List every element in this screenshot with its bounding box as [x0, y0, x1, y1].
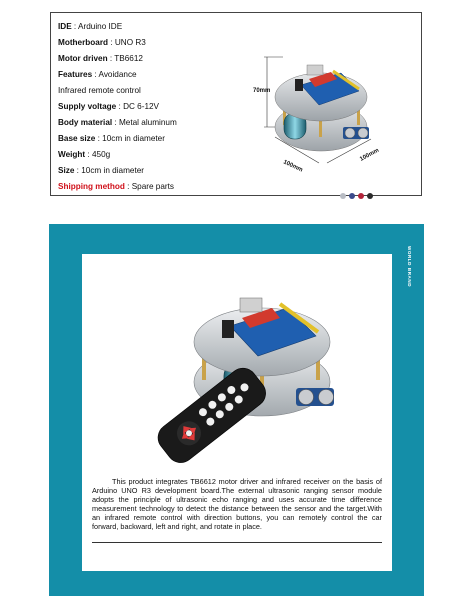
- spec-row-body-material: [58, 115, 233, 131]
- spec-key: Weight: [58, 150, 86, 159]
- depth-dimension-label: 100mm: [359, 147, 381, 163]
- spec-value: UNO R3: [114, 38, 146, 47]
- robot-car-with-remote-image: [102, 264, 372, 464]
- spec-sep: :: [71, 22, 79, 31]
- spec-key: Motor driven: [58, 54, 108, 63]
- height-dimension-label: 70mm: [253, 88, 271, 94]
- spec-key: Features: [58, 70, 93, 79]
- spec-row-supply-voltage: [58, 99, 233, 115]
- spec-value: 450g: [91, 150, 111, 159]
- spec-sep: :: [95, 134, 103, 143]
- spec-key: Supply voltage: [58, 102, 117, 111]
- spec-sep: :: [74, 166, 82, 175]
- spec-row-motherboard: [58, 35, 233, 51]
- spec-sep: :: [107, 54, 115, 63]
- width-dimension-label: 100mm: [282, 159, 304, 174]
- description-divider: [92, 542, 382, 543]
- spec-list: [58, 19, 233, 195]
- spec-sep: :: [112, 118, 119, 127]
- feature-card: [82, 254, 392, 571]
- feature-panel: [49, 224, 424, 596]
- spec-row-shipping: [58, 179, 233, 195]
- spec-row-features: [58, 67, 233, 83]
- color-dot-red[interactable]: [358, 193, 364, 199]
- spec-value: Infrared remote control: [58, 86, 141, 95]
- spec-key: IDE: [58, 22, 72, 31]
- spec-sep: :: [108, 38, 115, 47]
- spec-value: Avoidance: [98, 70, 137, 79]
- spec-value: 10cm in diameter: [102, 134, 165, 143]
- spec-key: Base size: [58, 134, 96, 143]
- spec-sep: :: [116, 102, 124, 111]
- spec-card: [50, 12, 422, 196]
- robot-car-product-image: [221, 35, 421, 185]
- spec-key: Motherboard: [58, 38, 109, 47]
- spec-key: Body material: [58, 118, 113, 127]
- spec-value: TB6612: [114, 54, 143, 63]
- product-description: This product integrates TB6612 motor driver and infrared receiver on the basis of Arduino UNO R3 development board.The external ultrasonic ranging sensor module adopts the principle of ultrasonic echo ranging and uses accurate time difference measurement technology to detect the distance between the sensor and the target.With an infrared remote control with direction buttons, you can remotely control the car forward, backward, left and right, and rotate in place.: [92, 477, 382, 531]
- spec-value: DC 6-12V: [123, 102, 160, 111]
- spec-value: 10cm in diameter: [81, 166, 145, 175]
- spec-row-ide: [58, 19, 233, 35]
- spec-row-size: [58, 163, 233, 179]
- color-dot-blue[interactable]: [349, 193, 355, 199]
- spec-sep: :: [85, 150, 92, 159]
- spec-value: Metal aluminum: [118, 118, 177, 127]
- spec-row-base-size: [58, 131, 233, 147]
- spec-key: Size: [58, 166, 75, 175]
- color-option-dots[interactable]: [340, 193, 373, 201]
- color-dot-silver[interactable]: [340, 193, 346, 199]
- spec-row-motor-driven: [58, 51, 233, 67]
- spec-sep: :: [92, 70, 99, 79]
- color-dot-black[interactable]: [367, 193, 373, 199]
- spec-value: Spare parts: [131, 182, 175, 191]
- spec-value: Arduino IDE: [78, 22, 123, 31]
- spec-row-weight: [58, 147, 233, 163]
- spec-row-features-2: [58, 83, 233, 99]
- spec-key: Shipping method: [58, 182, 125, 191]
- spec-sep: :: [124, 182, 132, 191]
- brand-vertical-text: WORLD BRAND: [407, 246, 412, 288]
